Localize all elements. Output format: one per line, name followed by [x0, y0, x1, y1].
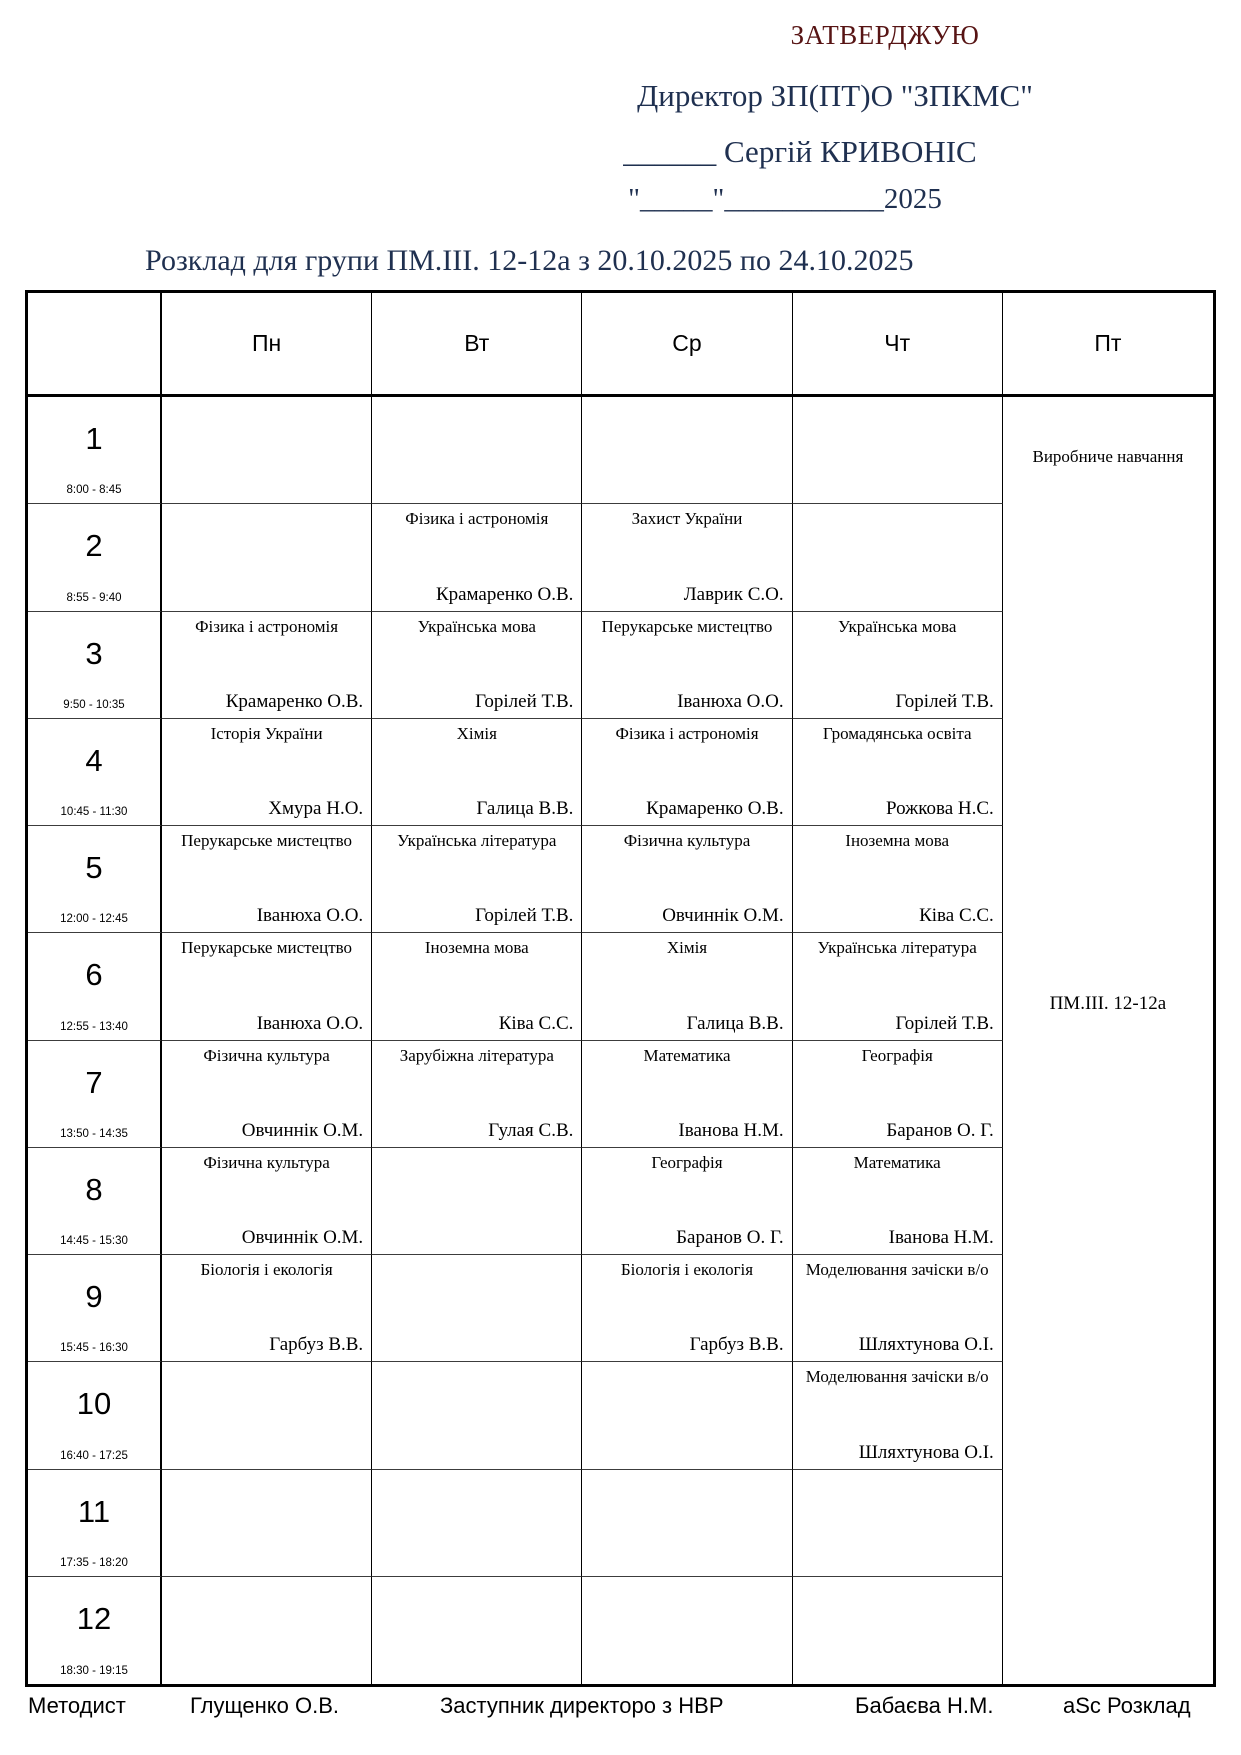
- lesson-cell: [372, 933, 582, 1040]
- day-header-mon: Пн: [162, 293, 372, 397]
- lesson-time: 13:50 - 14:35: [60, 1127, 128, 1140]
- lesson-cell: [582, 397, 792, 504]
- friday-activity-label: Виробниче навчання: [1032, 447, 1184, 466]
- lesson-cell: [793, 612, 1003, 719]
- lesson-teacher: Іванюха О.О.: [256, 905, 364, 927]
- lesson-subject: Іноземна мова: [845, 831, 950, 850]
- lesson-row-label: [28, 1470, 162, 1577]
- lesson-teacher: Горілей Т.В.: [475, 905, 574, 927]
- lesson-subject: Фізика і астрономія: [615, 723, 759, 743]
- lesson-teacher: Ківа С.С.: [498, 1012, 574, 1034]
- lesson-teacher: Галица В.В.: [476, 798, 574, 819]
- lesson-cell: [162, 826, 372, 933]
- day-header-thu: Чт: [793, 293, 1003, 397]
- lesson-time: 18:30 - 19:15: [60, 1665, 128, 1677]
- lesson-subject: Фізика і астрономія: [195, 616, 339, 636]
- lesson-cell: [582, 1362, 792, 1469]
- lesson-cell: [372, 1470, 582, 1577]
- lesson-teacher: Овчиннік О.М.: [241, 1119, 364, 1141]
- lesson-teacher: Ківа С.С.: [919, 905, 994, 927]
- director-line: Директор ЗП(ПТ)О "ЗПКМС": [637, 78, 1033, 113]
- lesson-subject: Моделювання зачіски в/о: [805, 1260, 989, 1279]
- lesson-cell: [793, 1577, 1003, 1684]
- lesson-cell: [372, 1148, 582, 1255]
- footer-deputy-name: Бабаєва Н.М.: [855, 1693, 994, 1718]
- lesson-teacher: Горілей Т.В.: [895, 1012, 994, 1034]
- lesson-time: 9:50 - 10:35: [63, 698, 125, 711]
- lesson-teacher: Рожкова Н.С.: [885, 798, 994, 819]
- lesson-cell: [582, 1255, 792, 1362]
- lesson-time: 12:00 - 12:45: [60, 913, 128, 926]
- lesson-number: 6: [85, 957, 103, 993]
- lesson-row-label: [28, 1362, 162, 1469]
- lesson-cell: [162, 612, 372, 719]
- lesson-subject: Українська література: [817, 938, 977, 958]
- lesson-row-label: [28, 397, 162, 504]
- lesson-subject: Українська мова: [417, 616, 536, 636]
- lesson-cell: [162, 397, 372, 504]
- lesson-teacher: Баранов О. Г.: [676, 1227, 784, 1248]
- day-header-wed: Ср: [582, 293, 792, 397]
- lesson-cell: [582, 719, 792, 826]
- lesson-row-label: [28, 826, 162, 933]
- lesson-cell: [372, 1255, 582, 1362]
- page-title: Розклад для групи ПМ.ІІІ. 12-12а з 20.10.2025 по 24.10.2025: [145, 244, 914, 277]
- lesson-teacher: Крамаренко О.В.: [225, 690, 364, 712]
- lesson-cell: [582, 504, 792, 611]
- lesson-subject: Математика: [643, 1045, 731, 1065]
- lesson-teacher: Галица В.В.: [686, 1012, 784, 1034]
- lesson-subject: Фізична культура: [203, 1152, 330, 1172]
- lesson-cell: [582, 933, 792, 1040]
- lesson-subject: Громадянська освіта: [822, 723, 972, 743]
- lesson-subject: Хімія: [456, 723, 497, 743]
- lesson-subject: Географія: [651, 1152, 723, 1172]
- lesson-subject: Фізика і астрономія: [405, 509, 549, 529]
- lesson-subject: Захист України: [631, 509, 743, 529]
- lesson-subject: Фізична культура: [203, 1045, 330, 1065]
- lesson-cell: [582, 826, 792, 933]
- approve-label: ЗАТВЕРДЖУЮ: [790, 20, 980, 50]
- lesson-cell: [162, 1470, 372, 1577]
- lesson-cell: [372, 504, 582, 611]
- lesson-subject: Українська література: [397, 831, 557, 850]
- lesson-number: 9: [85, 1279, 103, 1314]
- lesson-cell: [372, 612, 582, 719]
- lesson-time: 10:45 - 11:30: [60, 806, 128, 818]
- lesson-cell: [162, 1362, 372, 1469]
- lesson-subject: Історія України: [210, 723, 323, 743]
- lesson-number: 11: [77, 1493, 111, 1529]
- lesson-time: 12:55 - 13:40: [60, 1020, 128, 1033]
- lesson-cell: [582, 612, 792, 719]
- lesson-subject: Моделювання зачіски в/о: [805, 1367, 989, 1387]
- lesson-teacher: Іванюха О.О.: [677, 690, 784, 712]
- lesson-time: 15:45 - 16:30: [60, 1342, 128, 1355]
- lesson-cell: [162, 1577, 372, 1684]
- lesson-teacher: Іванова Н.М.: [678, 1119, 784, 1141]
- lesson-time: 14:45 - 15:30: [60, 1235, 128, 1247]
- lesson-time: 8:55 - 9:40: [66, 591, 122, 604]
- lesson-cell: [793, 504, 1003, 611]
- lesson-cell: [793, 1362, 1003, 1469]
- lesson-subject: Перукарське мистецтво: [181, 831, 353, 850]
- lesson-row-label: [28, 1255, 162, 1362]
- lesson-cell: [582, 1148, 792, 1255]
- lesson-subject: Біологія і екологія: [620, 1260, 754, 1279]
- lesson-cell: [582, 1577, 792, 1684]
- lesson-number: 3: [85, 635, 103, 671]
- lesson-row-label: [28, 612, 162, 719]
- lesson-cell: [162, 1148, 372, 1255]
- lesson-cell: [793, 933, 1003, 1040]
- approval-date-line: "_____"___________2025: [628, 183, 942, 215]
- lesson-cell: [372, 1577, 582, 1684]
- lesson-cell: [793, 1470, 1003, 1577]
- lesson-teacher: Хмура Н.О.: [268, 798, 364, 819]
- lesson-teacher: Іванова Н.М.: [888, 1227, 994, 1248]
- lesson-teacher: Овчиннік О.М.: [662, 905, 784, 927]
- lesson-teacher: Лаврик С.О.: [683, 583, 784, 605]
- lesson-cell: [162, 719, 372, 826]
- lesson-cell: [793, 1041, 1003, 1148]
- lesson-teacher: Овчиннік О.М.: [241, 1227, 364, 1248]
- lesson-cell: [162, 504, 372, 611]
- footer-methodist-name: Глущенко О.В.: [190, 1693, 339, 1718]
- lesson-cell: [582, 1041, 792, 1148]
- lesson-time: 17:35 - 18:20: [60, 1556, 128, 1569]
- lesson-cell: [793, 719, 1003, 826]
- lesson-teacher: Гулая С.В.: [488, 1119, 574, 1141]
- lesson-subject: Біологія і екологія: [200, 1260, 333, 1279]
- lesson-teacher: Іванюха О.О.: [256, 1012, 364, 1034]
- lesson-cell: [582, 1470, 792, 1577]
- lesson-row-label: [28, 1577, 162, 1684]
- lesson-row-label: [28, 1041, 162, 1148]
- lesson-number: 8: [85, 1171, 103, 1207]
- friday-group-label: ПМ.ІІІ. 12-12а: [1049, 993, 1167, 1014]
- day-header-fri: Пт: [1003, 293, 1213, 397]
- table-corner-cell: [28, 293, 162, 397]
- lesson-cell: [793, 1255, 1003, 1362]
- lesson-number: 2: [85, 528, 103, 564]
- lesson-cell: [162, 1255, 372, 1362]
- lesson-time: 16:40 - 17:25: [60, 1449, 128, 1462]
- lesson-teacher: Шляхтунова О.І.: [858, 1441, 994, 1463]
- lesson-subject: Іноземна мова: [424, 938, 529, 958]
- lesson-teacher: Горілей Т.В.: [895, 690, 994, 712]
- lesson-subject: Математика: [853, 1152, 941, 1172]
- lesson-teacher: Шляхтунова О.І.: [858, 1334, 994, 1356]
- lesson-row-label: [28, 719, 162, 826]
- schedule-table: [25, 290, 1216, 1687]
- lesson-teacher: Гарбуз В.В.: [689, 1334, 784, 1356]
- lesson-teacher: Крамаренко О.В.: [435, 583, 574, 605]
- lesson-cell: [372, 719, 582, 826]
- lesson-cell: [793, 1148, 1003, 1255]
- lesson-cell: [372, 1362, 582, 1469]
- lesson-subject: Фізична культура: [623, 831, 751, 850]
- lesson-cell: [372, 826, 582, 933]
- lesson-number: 5: [85, 850, 103, 885]
- director-signature-line: ______ Сергій КРИВОНІС: [623, 134, 977, 169]
- lesson-row-label: [28, 504, 162, 611]
- lesson-subject: Перукарське мистецтво: [181, 938, 353, 958]
- lesson-cell: [793, 397, 1003, 504]
- footer-methodist-label: Методист: [28, 1693, 126, 1718]
- lesson-cell: [372, 1041, 582, 1148]
- lesson-row-label: [28, 1148, 162, 1255]
- lesson-cell: [793, 826, 1003, 933]
- friday-merged-cell: [1003, 397, 1213, 1684]
- footer-deputy-label: Заступник директоро з НВР: [440, 1693, 724, 1718]
- lesson-teacher: Гарбуз В.В.: [269, 1334, 364, 1356]
- lesson-subject: Перукарське мистецтво: [601, 616, 773, 636]
- lesson-number: 12: [76, 1600, 112, 1636]
- lesson-subject: Хімія: [666, 938, 708, 958]
- lesson-cell: [372, 397, 582, 504]
- lesson-teacher: Баранов О. Г.: [886, 1119, 994, 1141]
- day-header-tue: Вт: [372, 293, 582, 397]
- lesson-teacher: Горілей Т.В.: [475, 690, 574, 712]
- lesson-subject: Географія: [861, 1045, 933, 1065]
- footer-asc-label: aSc Розклад: [1063, 1693, 1191, 1718]
- lesson-cell: [162, 1041, 372, 1148]
- lesson-number: 4: [85, 742, 103, 778]
- lesson-subject: Зарубіжна література: [399, 1045, 554, 1065]
- lesson-number: 10: [76, 1386, 112, 1422]
- lesson-number: 7: [85, 1064, 103, 1100]
- lesson-row-label: [28, 933, 162, 1040]
- lesson-cell: [162, 933, 372, 1040]
- lesson-time: 8:00 - 8:45: [66, 484, 122, 497]
- lesson-number: 1: [85, 421, 103, 456]
- lesson-teacher: Крамаренко О.В.: [646, 798, 784, 819]
- lesson-subject: Українська мова: [838, 616, 957, 636]
